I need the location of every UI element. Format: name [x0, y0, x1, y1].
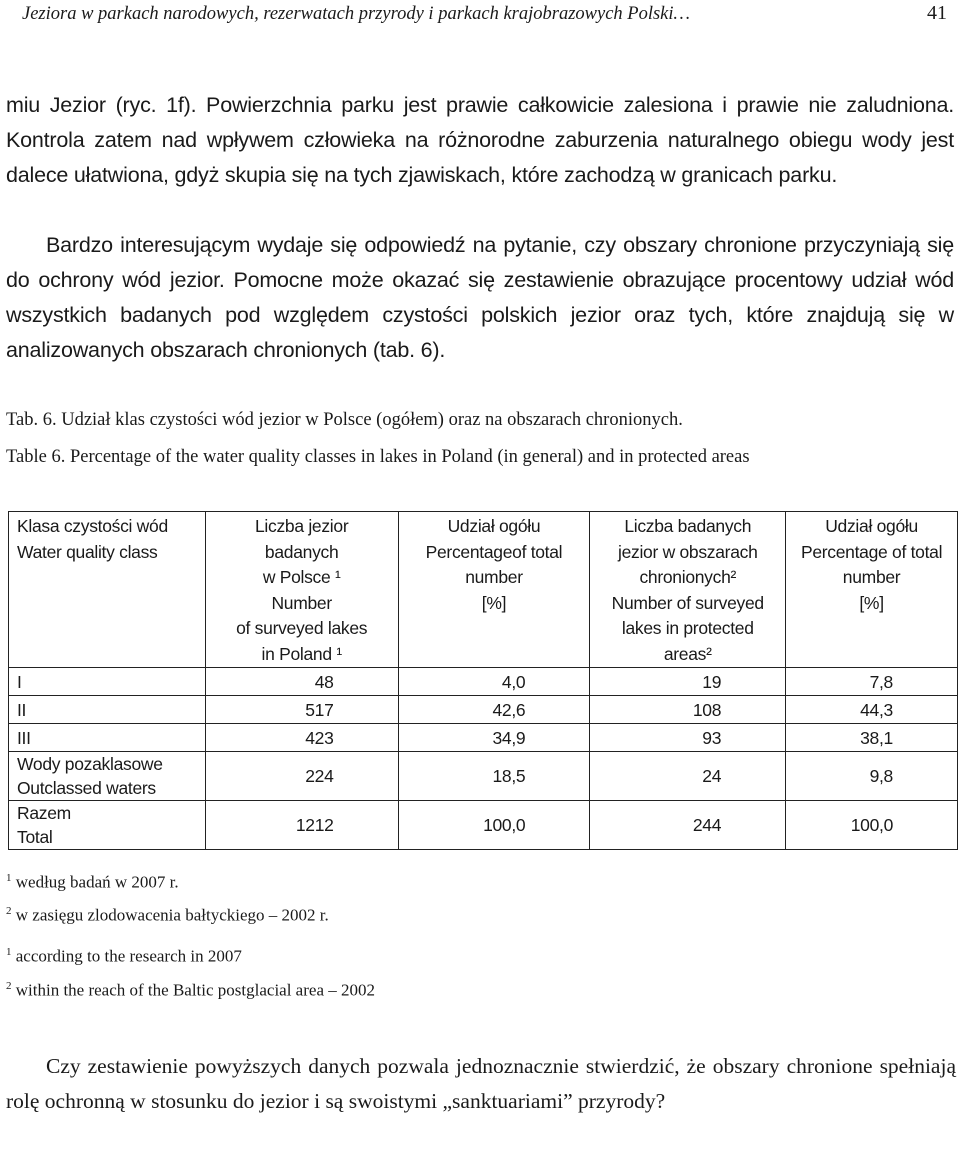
cell-class-line: Wody pozaklasowe [17, 754, 163, 774]
header-line: number [842, 567, 901, 587]
header-line: Number [271, 592, 332, 613]
footnote [6, 946, 242, 967]
running-header [22, 4, 947, 30]
cell-pct-protected: 9,8 [786, 752, 958, 801]
footnote-mark: 2 [6, 980, 12, 992]
header-line: [%] [859, 592, 884, 613]
footnote-text: w zasięgu zlodowacenia bałtyckiego – 2002 r. [15, 905, 329, 925]
header-line: [%] [481, 592, 507, 613]
table-caption-pl: Tab. 6. Udział klas czystości wód jezior w Polsce (ogółem) oraz na obszarach chronionych. [6, 410, 683, 430]
header-class [9, 512, 206, 668]
header-line: areas² [663, 643, 712, 664]
page-number: 41 [927, 2, 947, 24]
cell-pct-poland: 100,0 [398, 801, 590, 850]
closing-paragraph-text: Czy zestawienie powyższych danych pozwala jednoznacznie stwierdzić, że obszary chronione spełniają rolę ochronną w stosunku do jezior i są swoistymi „sanktuariami” przyrody? [6, 1054, 956, 1113]
header-line: Water quality class [17, 541, 158, 562]
footnote-mark: 2 [6, 905, 12, 917]
cell-pct-poland: 18,5 [398, 752, 590, 801]
paragraph-1-text: miu Jezior (ryc. 1f). Powierzchnia parku jest prawie całkowicie zalesiona i prawie nie zaludniona. Kontrola zatem nad wpływem człowieka na różnorodne zaburzenia naturalnego obiegu wody jest dalece ułatwiona, gdyż skupia się na tych zjawiskach, które zachodzą w granicach parku. [6, 93, 954, 187]
paragraph-2-text: Bardzo interesującym wydaje się odpowiedź na pytanie, czy obszary chronione przyczyniają się do ochrony wód jezior. Pomocne może okazać się zestawienie obrazujące procentowy udział wód wszystkich badanych pod względem czystości polskich jezior oraz tych, które znajdują się w analizowanych obszarach chronionych (tab. 6). [6, 233, 954, 362]
cell-pct-poland: 42,6 [398, 696, 590, 724]
cell-class: I [9, 668, 206, 696]
closing-paragraph [6, 1049, 956, 1119]
cell-count-protected: 244 [590, 801, 786, 850]
header-line: chronionych² [639, 567, 737, 587]
footnote-text: według badań w 2007 r. [15, 872, 179, 892]
running-title: Jeziora w parkach narodowych, rezerwatach przyrody i parkach krajobrazowych Polski… [22, 4, 690, 24]
cell-count-poland: 517 [205, 696, 398, 724]
header-line: badanych [264, 541, 339, 562]
footnote-mark: 1 [6, 946, 12, 958]
header-line: Liczba jezior [254, 516, 349, 536]
table-caption-en: Table 6. Percentage of the water quality classes in lakes in Poland (in general) and in protected areas [6, 447, 750, 467]
paragraph-2 [6, 228, 954, 368]
footnote [6, 905, 329, 926]
paragraph-1 [6, 88, 954, 193]
cell-pct-protected: 7,8 [786, 668, 958, 696]
cell-class: III [9, 724, 206, 752]
table-row [9, 696, 958, 724]
cell-class-line: Outclassed waters [17, 778, 156, 798]
table-row [9, 752, 958, 801]
table-row [9, 801, 958, 850]
header-line: Klasa czystości wód [17, 516, 168, 536]
header-line: lakes in protected [621, 618, 754, 638]
cell-pct-protected: 100,0 [786, 801, 958, 850]
cell-count-poland: 423 [205, 724, 398, 752]
header-line: of surveyed lakes [236, 618, 368, 638]
cell-pct-poland: 4,0 [398, 668, 590, 696]
footnote-mark: 1 [6, 872, 12, 884]
cell-count-poland: 48 [205, 668, 398, 696]
header-pct-poland [398, 512, 590, 668]
cell-count-protected: 108 [590, 696, 786, 724]
header-line: jezior w obszarach [617, 541, 758, 562]
cell-pct-protected: 44,3 [786, 696, 958, 724]
cell-class: II [9, 696, 206, 724]
cell-pct-protected: 38,1 [786, 724, 958, 752]
header-line: in Poland ¹ [261, 643, 342, 664]
cell-count-protected: 19 [590, 668, 786, 696]
cell-count-protected: 93 [590, 724, 786, 752]
cell-class-line: Razem [17, 803, 71, 823]
footnote [6, 872, 179, 893]
cell-pct-poland: 34,9 [398, 724, 590, 752]
water-quality-table [8, 511, 958, 850]
header-count-protected [590, 512, 786, 668]
table-header-row [9, 512, 958, 668]
header-count-poland [205, 512, 398, 668]
header-line: Udział ogółu [447, 516, 541, 536]
table-row [9, 668, 958, 696]
header-line: Liczba badanych [624, 516, 752, 536]
cell-class-line: Total [17, 827, 53, 847]
header-line: Percentageof total [425, 541, 563, 562]
footnote-text: within the reach of the Baltic postglacial area – 2002 [15, 980, 375, 1000]
header-line: Udział ogółu [825, 516, 918, 536]
cell-count-poland: 224 [205, 752, 398, 801]
header-line: number [465, 567, 523, 587]
header-line: Number of surveyed [611, 592, 764, 613]
cell-class [9, 801, 206, 850]
header-line: w Polsce ¹ [262, 567, 341, 587]
footnote [6, 980, 375, 1001]
cell-count-protected: 24 [590, 752, 786, 801]
header-pct-protected [786, 512, 958, 668]
cell-class [9, 752, 206, 801]
table-row [9, 724, 958, 752]
cell-count-poland: 1212 [205, 801, 398, 850]
footnote-text: according to the research in 2007 [15, 946, 242, 966]
header-line: Percentage of total [800, 541, 943, 562]
